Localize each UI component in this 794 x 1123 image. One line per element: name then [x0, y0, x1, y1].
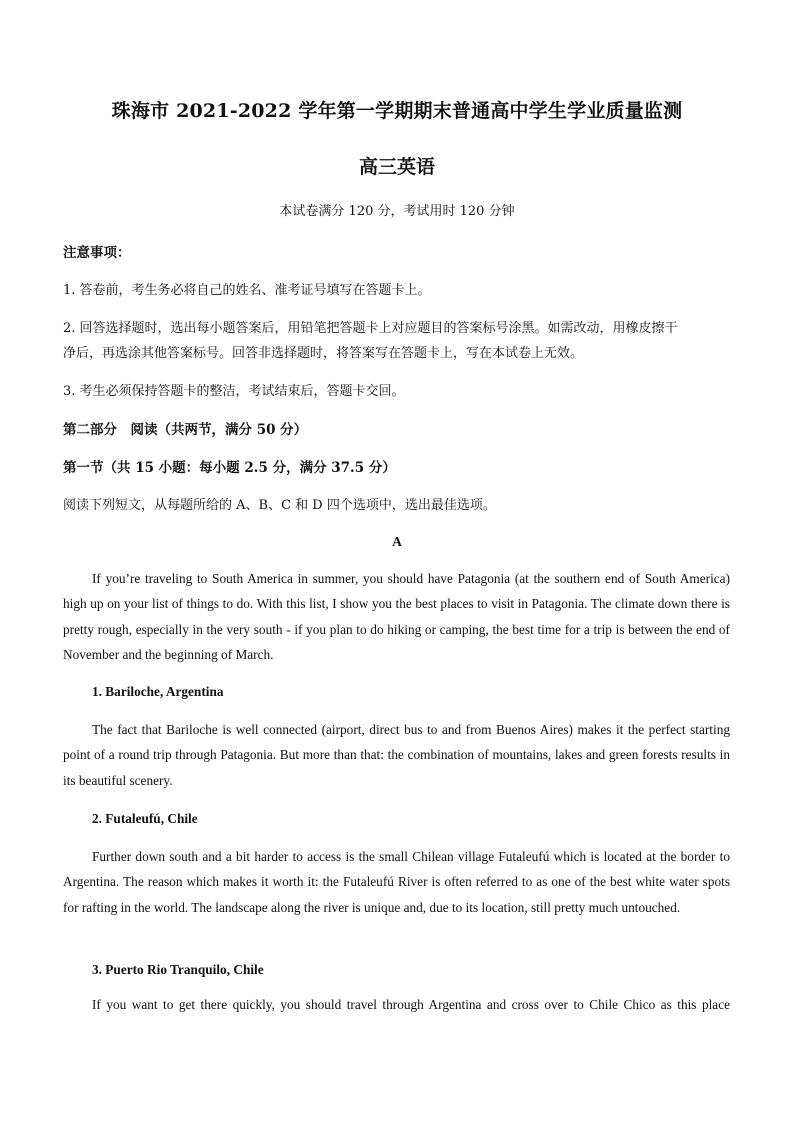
subject-title: 高三英语 [358, 156, 435, 178]
note-item-3: 3. 考生必须保持答题卡的整洁，考试结束后，答题卡交回。 [63, 384, 405, 399]
place-text-1: The fact that Bariloche is well connected (airport, direct bus to and from Buenos Aires) makes it the perfect starting point of a round trip through Patagonia. But more than that: the combination of mountains, lakes and green forests results in its beautiful scenery. [63, 722, 730, 788]
part2-heading: 第二部分 阅读（共两节，满分 50 分） [63, 422, 308, 438]
exam-title: 珠海市 2021-2022 学年第一学期期末普通高中学生学业质量监测 [111, 100, 683, 122]
notes-heading: 注意事项： [63, 245, 131, 261]
place-heading-2: 2. Futaleufú, Chile [92, 811, 198, 826]
place-text-3: If you want to get there quickly, you should travel through Argentina and cross over to Chile Chico as this place [92, 997, 730, 1012]
place-heading-1: 1. Bariloche, Argentina [92, 684, 224, 699]
reading-instructions: 阅读下列短文，从每题所给的 A、B、C 和 D 四个选项中，选出最佳选项。 [63, 498, 496, 513]
passage-intro: If you’re traveling to South America in summer, you should have Patagonia (at the southern end of South America) high up on your list of things to do. With this list, I show you the best places to visit in Patagonia. The climate down there is pretty rough, especially in the very south - if you plan to do hiking or camping, the best time for a trip is between the end of November and the beginning of March. [63, 571, 730, 662]
passage-letter: A [392, 534, 402, 549]
place-heading-3: 3. Puerto Rio Tranquilo, Chile [92, 962, 264, 977]
note-item-2-continued: 净后，再选涂其他答案标号。回答非选择题时，将答案写在答题卡上，写在本试卷上无效。 [63, 346, 584, 361]
section1-heading: 第一节（共 15 小题：每小题 2.5 分，满分 37.5 分） [63, 460, 396, 476]
note-item-2: 2. 回答选择题时，选出每小题答案后，用铅笔把答题卡上对应题目的答案标号涂黑。如需改动，用橡皮擦干 [63, 321, 678, 336]
exam-info: 本试卷满分 120 分，考试用时 120 分钟 [279, 204, 515, 219]
note-item-1: 1. 答卷前，考生务必将自己的姓名、准考证号填写在答题卡上。 [63, 283, 431, 298]
place-text-2: Further down south and a bit harder to access is the small Chilean village Futaleufú which is located at the border to Argentina. The reason which makes it worth it: the Futaleufú River is often referred to as one of the best white water spots for rafting in the world. The landscape along the river is unique and, due to its location, still pretty much untouched. [63, 849, 730, 915]
